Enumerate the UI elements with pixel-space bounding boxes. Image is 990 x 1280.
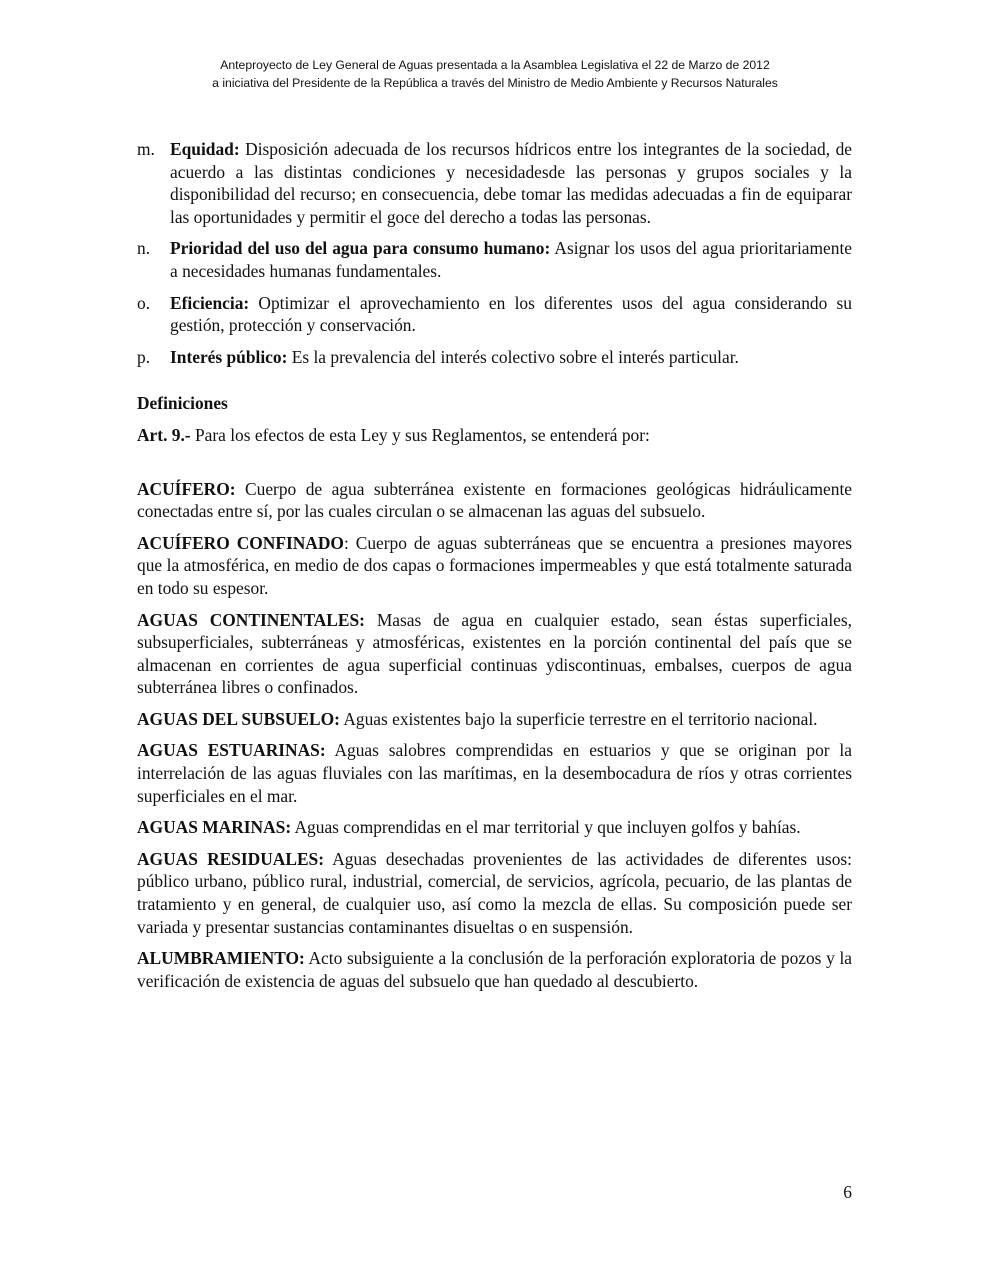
definition-item: [137, 739, 852, 807]
definition-term: AGUAS RESIDUALES:: [137, 848, 325, 869]
principle-text: Optimizar el aprovechamiento en los diferentes usos del agua considerando su gestión, protección y conservación.: [170, 292, 852, 336]
page-number: 6: [843, 1182, 852, 1202]
definition-text: : Cuerpo de aguas subterráneas que se encuentra a presiones mayores que la atmosférica, en medio de dos capas o formaciones impermeables y que está totalmente saturada en todo su espesor.: [137, 532, 852, 598]
page-body: [137, 138, 852, 1001]
principle-text: Es la prevalencia del interés colectivo sobre el interés particular.: [287, 346, 739, 367]
principle-item: [137, 346, 852, 369]
principle-term: Eficiencia:: [170, 292, 250, 313]
definition-term: AGUAS CONTINENTALES:: [137, 609, 365, 630]
definition-item: [137, 848, 852, 938]
definition-term: ACUÍFERO:: [137, 478, 236, 499]
definition-term: AGUAS DEL SUBSUELO:: [137, 708, 340, 729]
definition-item: [137, 816, 852, 839]
principle-term: Prioridad del uso del agua para consumo humano:: [170, 238, 551, 259]
definition-text: Aguas existentes bajo la superficie terrestre en el territorio nacional.: [339, 708, 818, 729]
principle-term: Interés público:: [170, 346, 288, 367]
definition-item: [137, 478, 852, 523]
definition-text: Aguas desechadas provenientes de las actividades de diferentes usos: público urbano, público rural, industrial, comercial, de servicios, agrícola, pecuario, de las plantas de tratamiento y en general, de cualquier uso, así como la mezcla de ellas. Su composición puede ser variada y presentar sustancias contaminantes disueltas o en suspensión.: [137, 848, 852, 937]
header-line-1: Anteproyecto de Ley General de Aguas presentada a la Asamblea Legislativa el 22 de Marzo de 2012: [220, 58, 770, 72]
definition-item: [137, 947, 852, 992]
definition-text: Aguas salobres comprendidas en estuarios y que se originan por la interrelación de las aguas fluviales con las marítimas, en la desembocadura de ríos y otras corrientes superficiales en el mar.: [137, 740, 852, 806]
list-letter: o.: [137, 292, 151, 313]
definition-item: [137, 532, 852, 600]
definition-text: Acto subsiguiente a la conclusión de la perforación exploratoria de pozos y la verificación de existencia de aguas del subsuelo que han quedado al descubierto.: [137, 948, 852, 991]
definition-text: Cuerpo de agua subterránea existente en formaciones geológicas hidráulicamente conectadas entre sí, por las cuales circulan o se almacenan las aguas del subsuelo.: [137, 478, 852, 522]
definition-term: ACUÍFERO CONFINADO: [137, 532, 344, 553]
header-line-2: a iniciativa del Presidente de la República a través del Ministro de Medio Ambiente y Recursos Naturales: [212, 76, 778, 90]
list-letter: n.: [137, 238, 151, 259]
principle-item: [137, 237, 852, 282]
list-letter: m.: [137, 139, 155, 159]
definition-term: ALUMBRAMIENTO:: [137, 948, 305, 969]
definition-item: [137, 609, 852, 699]
principle-text: Asignar los usos del agua prioritariamente a necesidades humanas fundamentales.: [170, 238, 853, 281]
principle-term: Equidad:: [170, 139, 240, 159]
definition-text: Aguas comprendidas en el mar territorial y que incluyen golfos y bahías.: [291, 817, 801, 838]
principle-item: [137, 138, 852, 228]
principle-text: Disposición adecuada de los recursos hídricos entre los integrantes de la sociedad, de acuerdo a las distintas condiciones y necesidadesde las personas y grupos sociales y la disponibilidad del recurso; en consecuencia, debe tomar las medidas adecuadas a fin de equiparar las oportunidades y permitir el goce del derecho a todas las personas.: [170, 139, 852, 227]
article-label: Art. 9.-: [137, 424, 191, 445]
page-header: [0, 56, 990, 92]
article-text: Para los efectos de esta Ley y sus Reglamentos, se entenderá por:: [190, 424, 650, 445]
principle-item: [137, 292, 852, 337]
definition-text: Masas de agua en cualquier estado, sean éstas superficiales, subsuperficiales, subterráneas y atmosféricas, existentes en la porción continental del país que se almacenan en corrientes de agua superficial continuas ydiscontinuas, embalses, cuerpos de agua subterránea libres o confinados.: [137, 609, 852, 698]
article-intro: [137, 424, 852, 447]
section-title: Definiciones: [137, 393, 228, 414]
definition-item: [137, 708, 852, 731]
definition-term: AGUAS ESTUARINAS:: [137, 740, 326, 761]
list-letter: p.: [137, 346, 151, 367]
definition-term: AGUAS MARINAS:: [137, 817, 292, 838]
